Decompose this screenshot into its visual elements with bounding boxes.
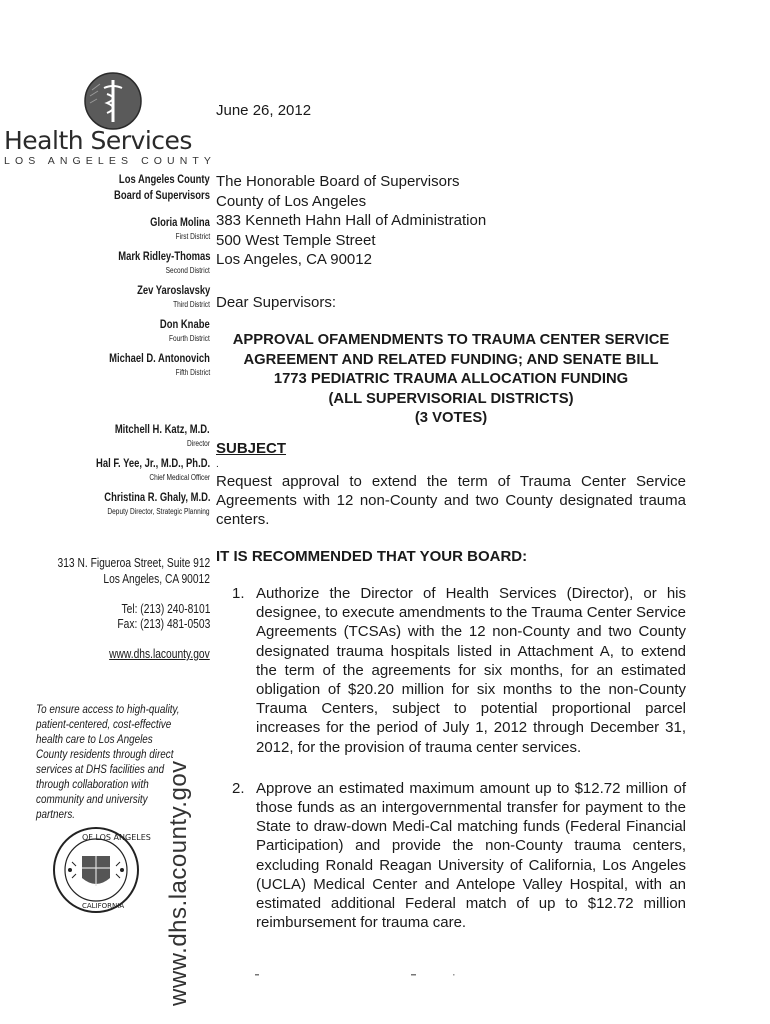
staff-1-title: Director	[187, 439, 210, 448]
recommendation-text: Approve an estimated maximum amount up to $12.72 million of those funds as an intergovernmental transfer for payment to the State to draw-down Medi-Cal matching funds (Federal Financial Participation) and provide the non-County trauma centers, excluding Ronald Reagan University of California, Los Angeles (UCLA) Medical Center and Antelope Valley Hospital, with an estimated additional Federal match of up to $12.72 million reimbursement for trauma care.	[256, 779, 686, 932]
recommendation-number: 1.	[232, 585, 245, 602]
vertical-website-text: www.dhs.lacounty.gov	[165, 760, 192, 1006]
letter-date: June 26, 2012	[216, 102, 312, 119]
subject-paragraph: Request approval to extend the term of Trauma Center Service Agreements with 12 non-County and two County designated trauma centers.	[216, 473, 686, 529]
health-services-logo-icon	[82, 70, 144, 132]
recommendation-item	[232, 779, 686, 933]
county-seal-icon	[52, 826, 151, 914]
supervisor-4-district: Fourth District	[169, 334, 210, 343]
recipient-line: The Honorable Board of Supervisors	[216, 173, 460, 190]
recommendation-item	[232, 584, 686, 757]
staff-3-name: Christina R. Ghaly, M.D.	[103, 492, 210, 504]
office-address-line-1: 313 N. Figueroa Street, Suite 912	[57, 556, 210, 570]
staff-1-name: Mitchell H. Katz, M.D.	[115, 424, 210, 436]
supervisor-2-name: Mark Ridley-Thomas	[117, 251, 210, 263]
recommendation-list	[232, 584, 686, 932]
supervisor-4-name: Don Knabe	[160, 319, 210, 331]
subject-heading: SUBJECT	[216, 440, 287, 457]
stray-mark: .	[216, 459, 219, 470]
recipient-line: County of Los Angeles	[216, 192, 367, 210]
supervisor-5-name: Michael D. Antonovich	[109, 353, 210, 365]
supervisor-1-name: Gloria Molina	[150, 217, 210, 229]
mission-statement: To ensure access to high-quality, patient-centered, cost-effective health care to Los Angeles County residents through direct services at DHS facilities and through collaboration with community and university partners.	[36, 704, 180, 821]
recommendation-heading: IT IS RECOMMENDED THAT YOUR BOARD:	[216, 548, 528, 565]
seal-text-top: OF LOS ANGELES	[82, 833, 151, 842]
recommendation-text: Authorize the Director of Health Services (Director), or his designee, to execute amendments to the Trauma Center Service Agreements (TCSAs) with the 12 non-County and two County designated trauma hospitals listed in Attachment A, to extend the term of the agreements for six months, for an estimated obligation of $20.20 million for six months to the non-County Trauma Centers, subject to potential proportional parcel increases for the period of July 1, 2012 through December 31, 2012, for the provision of trauma center services.	[256, 585, 686, 756]
supervisor-5-district: Fifth District	[175, 368, 210, 377]
county-name: LOS ANGELES COUNTY	[4, 155, 217, 167]
staff-2-name: Hal F. Yee, Jr., M.D., Ph.D.	[95, 458, 210, 470]
office-telephone: Tel: (213) 240-8101	[121, 602, 210, 616]
website-link[interactable]: www.dhs.lacounty.gov	[109, 647, 210, 661]
staff-3-title: Deputy Director, Strategic Planning	[107, 507, 210, 516]
recipient-line: 383 Kenneth Hahn Hall of Administration	[216, 212, 487, 229]
board-title-2: Board of Supervisors	[114, 190, 210, 202]
title-line: 1773 PEDIATRIC TRAUMA ALLOCATION FUNDING	[273, 371, 629, 387]
scan-specks	[253, 968, 463, 980]
title-line: APPROVAL OFAMENDMENTS TO TRAUMA CENTER SERVICE	[232, 332, 670, 348]
office-address-line-2: Los Angeles, CA 90012	[103, 572, 210, 586]
board-title-1: Los Angeles County	[119, 174, 210, 186]
supervisor-3-name: Zev Yaroslavsky	[136, 285, 210, 297]
seal-text-bottom: CALIFORNIA	[82, 902, 125, 910]
letter-title	[216, 331, 686, 429]
recipient-line: 500 West Temple Street	[216, 231, 376, 249]
office-fax: Fax: (213) 481-0503	[117, 617, 210, 631]
recipient-address	[216, 172, 486, 270]
supervisor-1-district: First District	[175, 232, 210, 241]
recipient-line: Los Angeles, CA 90012	[216, 251, 372, 268]
supervisor-2-district: Second District	[165, 266, 210, 275]
title-line: (3 VOTES)	[414, 410, 488, 426]
title-line: AGREEMENT AND RELATED FUNDING; AND SENATE BILL	[243, 351, 659, 368]
recommendation-number: 2.	[232, 779, 245, 797]
title-line: (ALL SUPERVISORIAL DISTRICTS)	[328, 390, 574, 407]
supervisor-3-district: Third District	[173, 300, 210, 309]
staff-2-title: Chief Medical Officer	[149, 473, 210, 482]
department-name: Health Services	[4, 126, 192, 155]
salutation: Dear Supervisors:	[216, 294, 337, 311]
